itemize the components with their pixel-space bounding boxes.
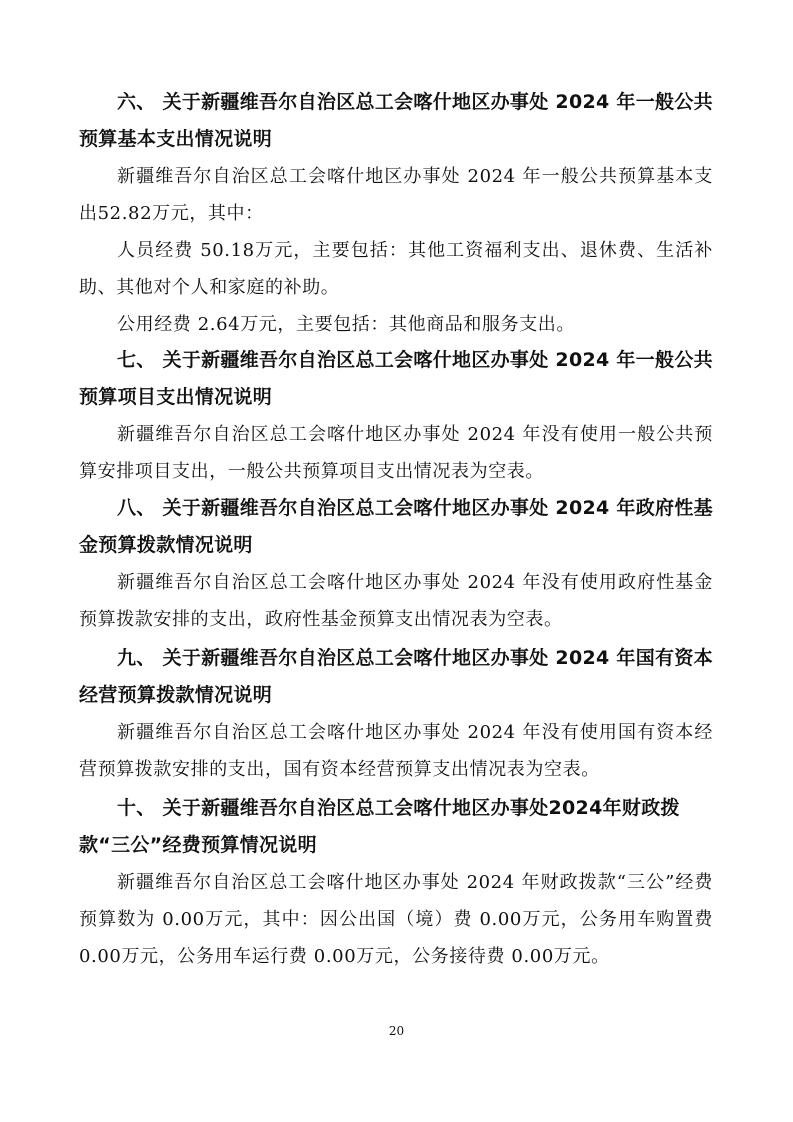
section-paragraph: 新疆维吾尔自治区总工会喀什地区办事处 2024 年没有使用一般公共预算安排项目支出，一般公共预算项目支出情况表为空表。 (79, 424, 713, 482)
section-8 (79, 490, 713, 638)
page-number: 20 (388, 1024, 405, 1038)
section-10 (79, 790, 713, 975)
section-heading: 九、 关于新疆维吾尔自治区总工会喀什地区办事处 2024 年国有资本经营预算拨款情况说明 (79, 647, 713, 706)
section-heading: 七、 关于新疆维吾尔自治区总工会喀什地区办事处 2024 年一般公共预算项目支出情况说明 (79, 349, 713, 408)
section-6 (79, 84, 713, 343)
section-7 (79, 342, 713, 490)
section-paragraph: 新疆维吾尔自治区总工会喀什地区办事处 2024 年没有使用政府性基金预算拨款安排的支出，政府性基金预算支出情况表为空表。 (79, 572, 713, 630)
section-paragraph: 新疆维吾尔自治区总工会喀什地区办事处 2024 年财政拨款“三公”经费预算数为 0.00万元，其中：因公出国（境）费 0.00万元，公务用车购置费 0.00万元，公务用车运行费 0.00万元，公务接待费 0.00万元。 (79, 872, 713, 967)
section-paragraph: 人员经费 50.18万元，主要包括：其他工资福利支出、退休费、生活补助、其他对个人和家庭的补助。 (79, 240, 713, 298)
section-9 (79, 640, 713, 788)
section-heading: 十、 关于新疆维吾尔自治区总工会喀什地区办事处2024年财政拨款“三公”经费预算情况说明 (79, 797, 680, 856)
section-paragraph: 公用经费 2.64万元，主要包括：其他商品和服务支出。 (117, 314, 575, 335)
section-paragraph: 新疆维吾尔自治区总工会喀什地区办事处 2024 年没有使用国有资本经营预算拨款安排的支出，国有资本经营预算支出情况表为空表。 (79, 722, 713, 780)
section-heading: 八、 关于新疆维吾尔自治区总工会喀什地区办事处 2024 年政府性基金预算拨款情况说明 (79, 497, 713, 556)
section-paragraph: 新疆维吾尔自治区总工会喀什地区办事处 2024 年一般公共预算基本支出52.82万元，其中： (79, 166, 713, 224)
section-heading: 六、 关于新疆维吾尔自治区总工会喀什地区办事处 2024 年一般公共预算基本支出情况说明 (79, 91, 713, 150)
